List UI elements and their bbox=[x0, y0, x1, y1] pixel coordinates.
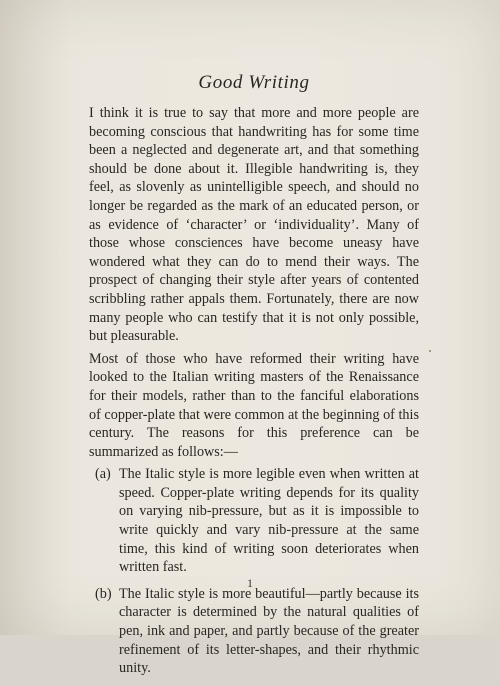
reasons-list bbox=[89, 465, 419, 678]
page-gutter-shadow bbox=[0, 0, 70, 635]
reason-text: The Italic style is more legible even when written at speed. Copper-plate writing depends for its quality on varying nib-pressure, but as it is impossible to write quickly and vary nib-pressure at the same time, this kind of writing soon deteriorates when written fast. bbox=[119, 466, 419, 576]
reason-item-b bbox=[89, 585, 419, 678]
paragraph-2: Most of those who have reformed their writing have looked to the Italian writing masters of the Renaissance for their models, rather than to the fanciful elaborations of copper-plate that were common at the beginning of this century. The reasons for this preference can be summarized as follows:— bbox=[89, 350, 419, 460]
reason-text: The Italic style is more beautiful—partly because its character is determined by the natural qualities of pen, ink and paper, and partly because of the greater refinement of its letter-shapes, and their rhythmic unity. bbox=[119, 585, 419, 677]
reason-marker: (b) bbox=[95, 585, 112, 602]
text-block bbox=[89, 72, 419, 686]
paper-speck bbox=[429, 350, 431, 352]
paragraph-1: I think it is true to say that more and more people are becoming conscious that handwriting has for some time been a neglected and degenerate art, and that something should be done about it. Illegible handwriting is, they feel, as slovenly as unintelligible speech, and should no longer be regarded as the mark of an educated person, or as evidence of ‘character’ or ‘individuality’. Many of those whose consciences have become uneasy have wondered what they can do to mend their ways. The prospect of changing their style after years of contented scribbling rather appals them. Fortunately, there are now many people who can testify that it is not only possible, but pleasurable. bbox=[89, 105, 419, 345]
reason-marker: (a) bbox=[95, 466, 111, 483]
reason-item-a bbox=[89, 465, 419, 577]
page-title: Good Writing bbox=[198, 72, 310, 93]
page-number: 1 bbox=[247, 576, 253, 590]
